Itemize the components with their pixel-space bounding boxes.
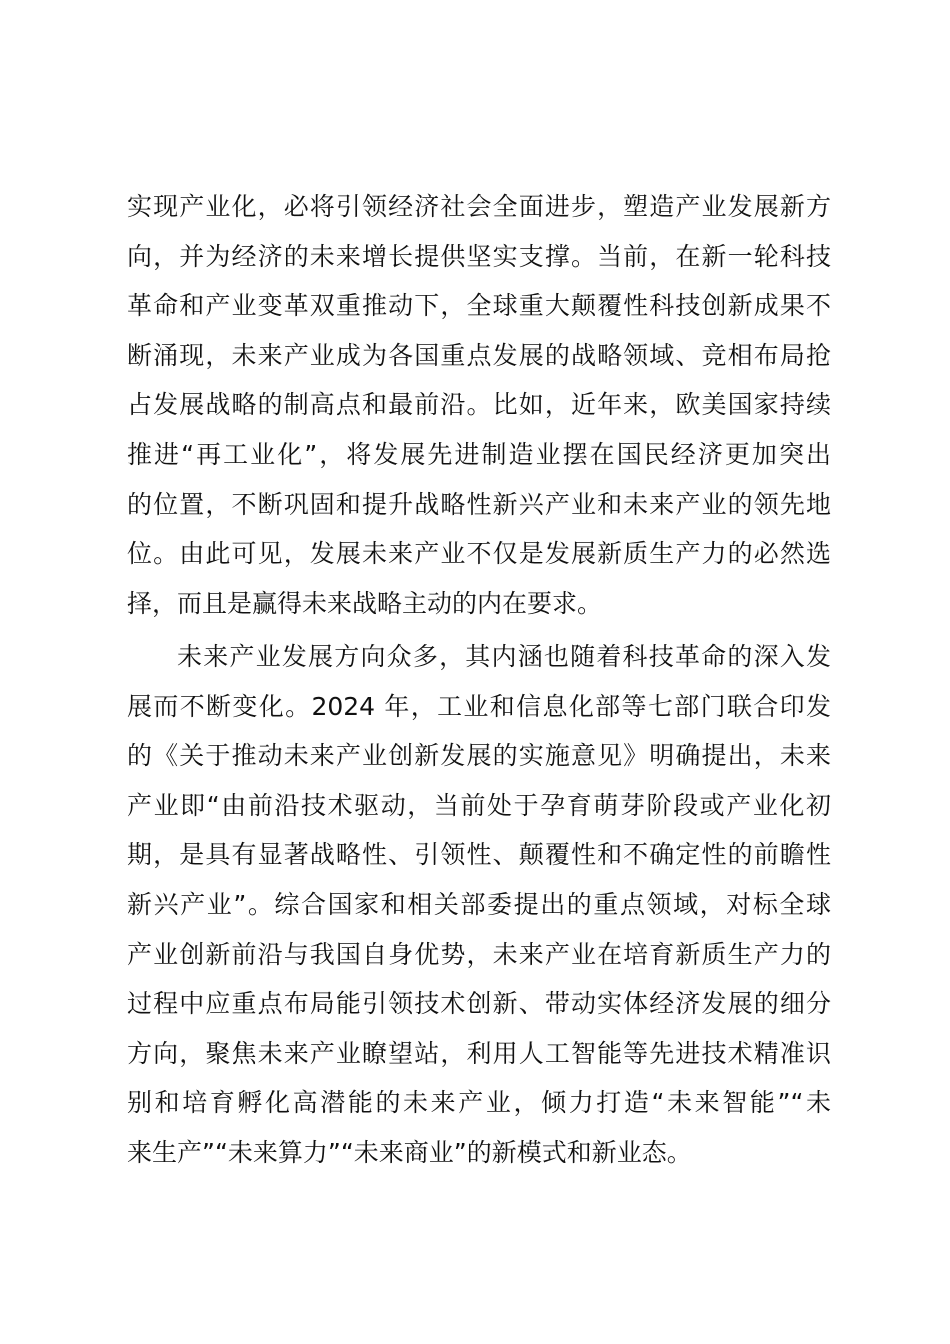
paragraph-line: 期，是具有显著战略性、引领性、颠覆性和不确定性的前瞻性 [127,840,831,870]
paragraph-first-line: 未来产业发展方向众多，其内涵也随着科技革命的深入发 [177,642,831,671]
paragraph-line: 择，而且是赢得未来战略主动的内在要求。 [127,588,603,618]
paragraph-line: 断涌现，未来产业成为各国重点发展的战略领域、竞相布局抢 [127,340,831,370]
paragraph-line: 位。由此可见，发展未来产业不仅是发展新质生产力的必然选 [127,539,831,569]
paragraph-line: 产业即“由前沿技术驱动，当前处于孕育萌芽阶段或产业化初 [127,790,831,820]
paragraph-line: 方向，聚焦未来产业瞭望站，利用人工智能等先进技术精准识 [127,1038,831,1068]
paragraph-line: 别和培育孵化高潜能的未来产业，倾力打造“未来智能”“未 [127,1088,831,1118]
paragraph-1 [127,182,831,628]
paragraph-line: 的《关于推动未来产业创新发展的实施意见》明确提出，未来 [127,741,831,771]
paragraph-line: 展而不断变化。2024 年，工业和信息化部等七部门联合印发 [127,691,831,721]
paragraph-2 [127,632,831,1178]
paragraph-line: 的位置，不断巩固和提升战略性新兴产业和未来产业的领先地 [127,489,831,519]
paragraph-line: 实现产业化，必将引领经济社会全面进步，塑造产业发展新方 [127,192,831,221]
paragraph-line: 占发展战略的制高点和最前沿。比如，近年来，欧美国家持续 [127,390,831,420]
paragraph-line: 产业创新前沿与我国自身优势，未来产业在培育新质生产力的 [127,939,831,969]
paragraph-line: 革命和产业变革双重推动下，全球重大颠覆性科技创新成果不 [127,291,831,321]
paragraph-line: 来生产”“未来算力”“未来商业”的新模式和新业态。 [127,1137,692,1167]
paragraph-line: 过程中应重点布局能引领技术创新、带动实体经济发展的细分 [127,989,831,1019]
paragraph-line: 向，并为经济的未来增长提供坚实支撑。当前，在新一轮科技 [127,241,831,271]
paragraph-line: 推进“再工业化”，将发展先进制造业摆在国民经济更加突出 [127,439,831,469]
paragraph-line: 新兴产业”。综合国家和相关部委提出的重点领域，对标全球 [127,889,831,919]
